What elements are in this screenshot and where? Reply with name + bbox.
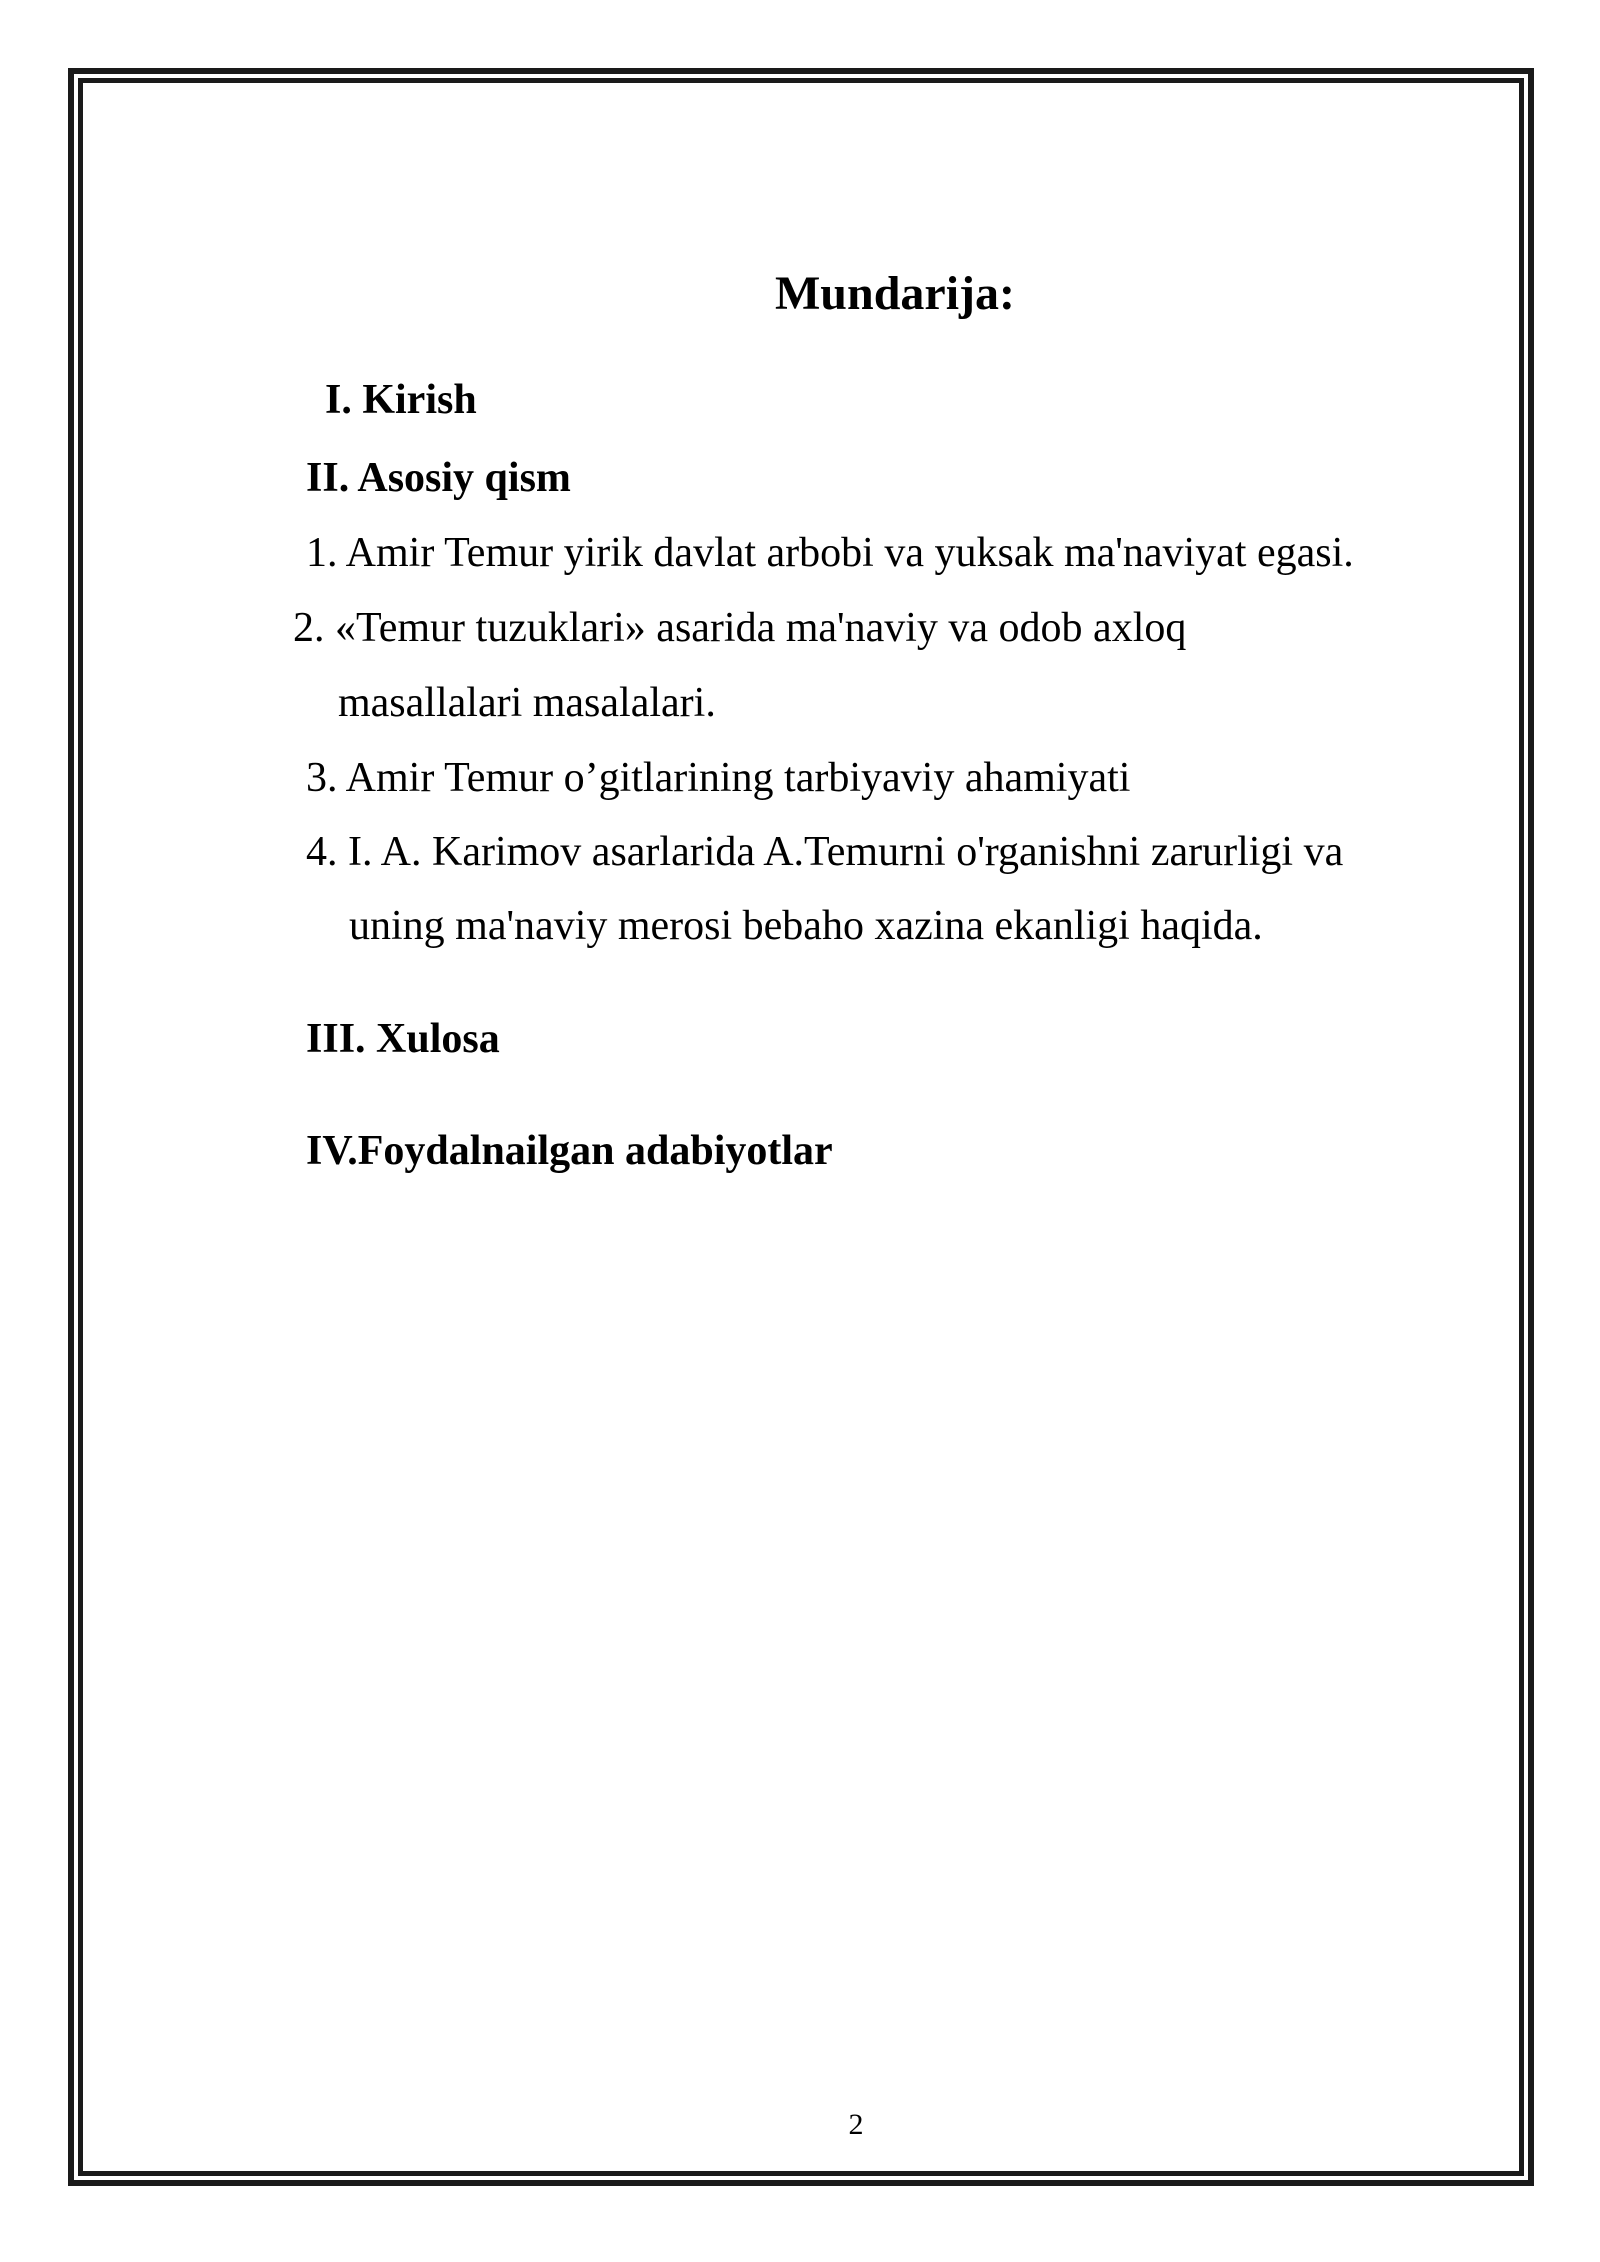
toc-item-3: 3. Amir Temur o’gitlarining tarbiyaviy ahamiyati xyxy=(306,755,1131,801)
toc-item-2: 2. «Temur tuzuklari» asarida ma'naviy va odob axloq xyxy=(293,605,1187,651)
page-number: 2 xyxy=(848,2108,864,2141)
section-introduction: I. Kirish xyxy=(325,377,477,423)
toc-item-4: 4. I. A. Karimov asarlarida A.Temurni o'rganishni zarurligi va xyxy=(306,829,1344,875)
toc-item-1: 1. Amir Temur yirik davlat arbobi va yuksak ma'naviyat egasi. xyxy=(306,530,1354,576)
section-references: IV.Foydalnailgan adabiyotlar xyxy=(306,1128,833,1174)
toc-item-2-continuation: masallalari masalalari. xyxy=(338,680,716,726)
section-conclusion: III. Xulosa xyxy=(306,1016,500,1062)
section-main-part: II. Asosiy qism xyxy=(306,455,571,501)
toc-item-4-continuation: uning ma'naviy merosi bebaho xazina ekanligi haqida. xyxy=(349,903,1263,949)
page-title: Mundarija: xyxy=(775,267,1015,320)
